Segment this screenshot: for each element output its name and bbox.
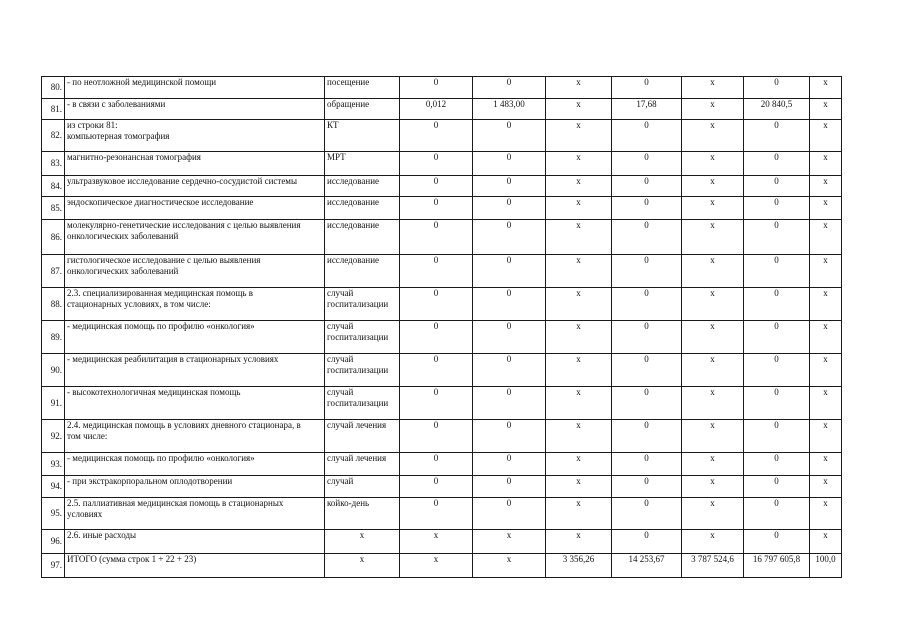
value-cell: 0 [744, 255, 810, 288]
value-cell: х [682, 498, 744, 530]
value-cell: 1 483,00 [473, 99, 546, 120]
value-cell: 0 [400, 152, 473, 176]
unit-line: случай [327, 288, 354, 298]
unit-cell [325, 220, 400, 255]
indicator-name-line: - медицинская реабилитация в стационарных условиях [67, 354, 279, 364]
row-number-cell: 92. [42, 420, 65, 453]
unit-line: случай [327, 387, 354, 397]
value-cell: 0 [744, 498, 810, 530]
unit-line: исследование [327, 220, 380, 230]
value-cell: 16 797 605,8 [744, 554, 810, 578]
indicator-name-cell [65, 498, 325, 530]
row-number-cell: 90. [42, 354, 65, 387]
value-cell: 0 [473, 120, 546, 152]
indicator-name-line: условиях [67, 509, 103, 519]
row-number-cell: 82. [42, 120, 65, 152]
value-cell: х [810, 387, 842, 420]
unit-line: х [359, 554, 365, 564]
value-cell: 0 [400, 453, 473, 476]
value-cell: 0 [612, 152, 682, 176]
value-cell: х [810, 152, 842, 176]
value-cell: х [810, 420, 842, 453]
indicator-name-line: 2.6. иные расходы [67, 530, 137, 540]
value-cell: х [473, 554, 546, 578]
table-row [42, 498, 842, 530]
value-cell: х [682, 453, 744, 476]
indicator-name-line: онкологических заболеваний [67, 266, 179, 276]
value-cell: х [810, 120, 842, 152]
indicator-name-line: - медицинская помощь по профилю «онкология» [67, 321, 255, 331]
value-cell: 0 [612, 498, 682, 530]
indicator-name-line: - при экстракорпоральном оплодотворении [67, 476, 233, 486]
value-cell: х [810, 476, 842, 498]
value-cell: 0 [473, 255, 546, 288]
indicator-name-line: гистологическое исследование с целью выявления [67, 255, 261, 265]
unit-cell [325, 77, 400, 99]
value-cell: х [682, 387, 744, 420]
value-cell: 0 [744, 220, 810, 255]
indicator-name-cell [65, 453, 325, 476]
unit-line: исследование [327, 176, 380, 186]
value-cell: х [810, 321, 842, 354]
value-cell: 0 [612, 77, 682, 99]
value-cell: 0 [744, 152, 810, 176]
value-cell: х [546, 77, 612, 99]
value-cell: х [810, 197, 842, 220]
value-cell: х [546, 120, 612, 152]
value-cell: х [810, 354, 842, 387]
value-cell: 0 [744, 77, 810, 99]
value-cell: 20 840,5 [744, 99, 810, 120]
value-cell: х [810, 453, 842, 476]
table-row [42, 77, 842, 99]
row-number-cell: 96. [42, 530, 65, 554]
table-row [42, 530, 842, 554]
indicator-name-cell [65, 387, 325, 420]
value-cell: 0 [400, 498, 473, 530]
table-row [42, 453, 842, 476]
indicator-name-line: 2.5. паллиативная медицинская помощь в стационарных [67, 498, 284, 508]
value-cell: 0 [400, 288, 473, 321]
unit-cell [325, 321, 400, 354]
value-cell: х [682, 255, 744, 288]
value-cell: 0 [400, 197, 473, 220]
value-cell: 3 787 524,6 [682, 554, 744, 578]
value-cell: х [682, 354, 744, 387]
indicator-name-cell [65, 420, 325, 453]
indicator-name-line: стационарных условиях, в том числе: [67, 299, 211, 309]
value-cell: х [682, 420, 744, 453]
unit-line: МРТ [327, 152, 346, 162]
value-cell: х [546, 176, 612, 197]
value-cell: х [682, 120, 744, 152]
value-cell: 0 [473, 453, 546, 476]
value-cell: 0 [400, 120, 473, 152]
indicator-name-line: 2.3. специализированная медицинская помощь в [67, 288, 253, 298]
unit-cell [325, 288, 400, 321]
value-cell: х [546, 498, 612, 530]
indicator-name-line: ультразвуковое исследование сердечно-сосудистой системы [67, 176, 298, 186]
value-cell: 0 [744, 476, 810, 498]
value-cell: 0 [400, 77, 473, 99]
value-cell: х [810, 176, 842, 197]
value-cell: х [682, 176, 744, 197]
value-cell: х [810, 77, 842, 99]
row-number-cell: 87. [42, 255, 65, 288]
unit-line: случай лечения [327, 420, 387, 430]
value-cell: х [682, 288, 744, 321]
value-cell: х [682, 99, 744, 120]
value-cell: 0 [473, 220, 546, 255]
indicator-name-line: - в связи с заболеваниями [67, 99, 166, 109]
indicator-name-cell [65, 152, 325, 176]
value-cell: 0 [744, 387, 810, 420]
table-row [42, 354, 842, 387]
table-row [42, 120, 842, 152]
unit-cell [325, 387, 400, 420]
unit-line: исследование [327, 197, 380, 207]
unit-line: исследование [327, 255, 380, 265]
indicator-name-line: компьютерная томография [67, 131, 170, 141]
value-cell: 0 [612, 176, 682, 197]
indicator-name-cell [65, 354, 325, 387]
table-row [42, 152, 842, 176]
table-row [42, 321, 842, 354]
table-row [42, 476, 842, 498]
unit-cell [325, 152, 400, 176]
unit-cell [325, 176, 400, 197]
value-cell: 0,012 [400, 99, 473, 120]
indicator-name-line: - по неотложной медицинской помощи [67, 77, 217, 87]
unit-cell [325, 554, 400, 578]
unit-line: посещение [327, 77, 370, 87]
unit-line: госпитализации [327, 365, 389, 375]
row-number-cell: 80. [42, 77, 65, 99]
value-cell: 0 [400, 321, 473, 354]
value-cell: 0 [612, 220, 682, 255]
value-cell: 100,0 [810, 554, 842, 578]
value-cell: х [546, 476, 612, 498]
value-cell: 0 [473, 288, 546, 321]
row-number-cell: 88. [42, 288, 65, 321]
unit-line: случай [327, 476, 354, 486]
value-cell: х [810, 498, 842, 530]
value-cell: 0 [744, 321, 810, 354]
value-cell: 3 356,26 [546, 554, 612, 578]
table-row [42, 420, 842, 453]
indicator-name-cell [65, 77, 325, 99]
value-cell: 0 [473, 387, 546, 420]
row-number-cell: 94. [42, 476, 65, 498]
indicator-name-line: том числе: [67, 431, 108, 441]
value-cell: 0 [473, 420, 546, 453]
row-number-cell: 86. [42, 220, 65, 255]
unit-line: госпитализации [327, 299, 389, 309]
value-cell: 14 253,67 [612, 554, 682, 578]
value-cell: 0 [400, 420, 473, 453]
row-number-cell: 97. [42, 554, 65, 578]
indicator-name-cell [65, 288, 325, 321]
value-cell: 0 [612, 420, 682, 453]
indicator-name-cell [65, 197, 325, 220]
territorial-program-table [41, 76, 842, 578]
value-cell: х [546, 530, 612, 554]
unit-cell [325, 530, 400, 554]
table-row [42, 387, 842, 420]
indicator-name-line: из строки 81: [67, 120, 118, 130]
row-number-cell: 85. [42, 197, 65, 220]
unit-line: КТ [327, 120, 339, 130]
value-cell: 0 [744, 288, 810, 321]
value-cell: х [810, 220, 842, 255]
unit-cell [325, 354, 400, 387]
value-cell: 0 [612, 255, 682, 288]
value-cell: х [473, 530, 546, 554]
indicator-name-cell [65, 255, 325, 288]
value-cell: 0 [612, 288, 682, 321]
unit-line: койко-день [327, 498, 370, 508]
value-cell: 0 [400, 220, 473, 255]
value-cell: 0 [473, 476, 546, 498]
value-cell: 0 [473, 197, 546, 220]
row-number-cell: 91. [42, 387, 65, 420]
value-cell: х [546, 354, 612, 387]
value-cell: 0 [473, 498, 546, 530]
value-cell: 0 [744, 420, 810, 453]
value-cell: 0 [473, 321, 546, 354]
indicator-name-cell [65, 99, 325, 120]
unit-line: госпитализации [327, 332, 389, 342]
unit-line: случай лечения [327, 453, 387, 463]
unit-line: х [359, 530, 365, 540]
table-row [42, 197, 842, 220]
indicator-name-line: молекулярно-генетические исследования с целью выявления [67, 220, 301, 230]
table-row [42, 99, 842, 120]
value-cell: 0 [400, 176, 473, 197]
value-cell: 0 [473, 77, 546, 99]
unit-cell [325, 99, 400, 120]
table-body [42, 77, 842, 578]
value-cell: х [682, 197, 744, 220]
table-row [42, 220, 842, 255]
indicator-name-cell [65, 554, 325, 578]
unit-line: госпитализации [327, 398, 389, 408]
value-cell: 17,68 [612, 99, 682, 120]
row-number-cell: 83. [42, 152, 65, 176]
indicator-name-cell [65, 321, 325, 354]
indicator-name-cell [65, 120, 325, 152]
indicator-name-line: 2.4. медицинская помощь в условиях дневного стационара, в [67, 420, 301, 430]
value-cell: х [546, 420, 612, 453]
value-cell: х [400, 554, 473, 578]
indicator-name-line: - высокотехнологичная медицинская помощь [67, 387, 241, 397]
indicator-name-line: ИТОГО (сумма строк 1 + 22 + 23) [67, 554, 197, 564]
value-cell: 0 [473, 354, 546, 387]
value-cell: х [546, 387, 612, 420]
indicator-name-line: эндоскопическое диагностическое исследование [67, 197, 254, 207]
value-cell: 0 [400, 476, 473, 498]
value-cell: 0 [612, 197, 682, 220]
row-number-cell: 95. [42, 498, 65, 530]
unit-line: случай [327, 354, 354, 364]
unit-cell [325, 420, 400, 453]
indicator-name-cell [65, 476, 325, 498]
value-cell: 0 [744, 176, 810, 197]
row-number-cell: 81. [42, 99, 65, 120]
row-number-cell: 89. [42, 321, 65, 354]
value-cell: х [810, 530, 842, 554]
unit-cell [325, 197, 400, 220]
value-cell: х [682, 77, 744, 99]
unit-cell [325, 498, 400, 530]
unit-cell [325, 120, 400, 152]
value-cell: х [682, 321, 744, 354]
value-cell: х [546, 453, 612, 476]
value-cell: 0 [612, 530, 682, 554]
indicator-name-cell [65, 220, 325, 255]
table-row [42, 255, 842, 288]
row-number-cell: 93. [42, 453, 65, 476]
value-cell: 0 [612, 354, 682, 387]
value-cell: х [546, 288, 612, 321]
value-cell: 0 [612, 321, 682, 354]
value-cell: х [682, 220, 744, 255]
value-cell: х [546, 197, 612, 220]
value-cell: 0 [473, 176, 546, 197]
value-cell: 0 [744, 120, 810, 152]
unit-line: случай [327, 321, 354, 331]
table-row [42, 176, 842, 197]
value-cell: 0 [400, 255, 473, 288]
indicator-name-cell [65, 176, 325, 197]
value-cell: х [682, 530, 744, 554]
value-cell: х [810, 99, 842, 120]
value-cell: х [546, 220, 612, 255]
value-cell: х [682, 476, 744, 498]
row-number-cell: 84. [42, 176, 65, 197]
unit-cell [325, 453, 400, 476]
value-cell: 0 [744, 197, 810, 220]
value-cell: 0 [473, 152, 546, 176]
indicator-name-line: онкологических заболеваний [67, 231, 179, 241]
value-cell: х [810, 288, 842, 321]
value-cell: х [546, 99, 612, 120]
value-cell: 0 [744, 453, 810, 476]
value-cell: х [546, 321, 612, 354]
indicator-name-line: магнитно-резонансная томография [67, 152, 201, 162]
value-cell: 0 [612, 120, 682, 152]
value-cell: 0 [744, 530, 810, 554]
unit-cell [325, 476, 400, 498]
value-cell: 0 [400, 387, 473, 420]
value-cell: х [810, 255, 842, 288]
table-row [42, 554, 842, 578]
table-row [42, 288, 842, 321]
unit-cell [325, 255, 400, 288]
value-cell: 0 [744, 354, 810, 387]
indicator-name-line: - медицинская помощь по профилю «онкология» [67, 453, 255, 463]
indicator-name-cell [65, 530, 325, 554]
value-cell: х [546, 255, 612, 288]
value-cell: х [400, 530, 473, 554]
value-cell: 0 [612, 453, 682, 476]
value-cell: х [682, 152, 744, 176]
value-cell: 0 [612, 476, 682, 498]
value-cell: х [546, 152, 612, 176]
unit-line: обращение [327, 99, 370, 109]
value-cell: 0 [400, 354, 473, 387]
value-cell: 0 [612, 387, 682, 420]
